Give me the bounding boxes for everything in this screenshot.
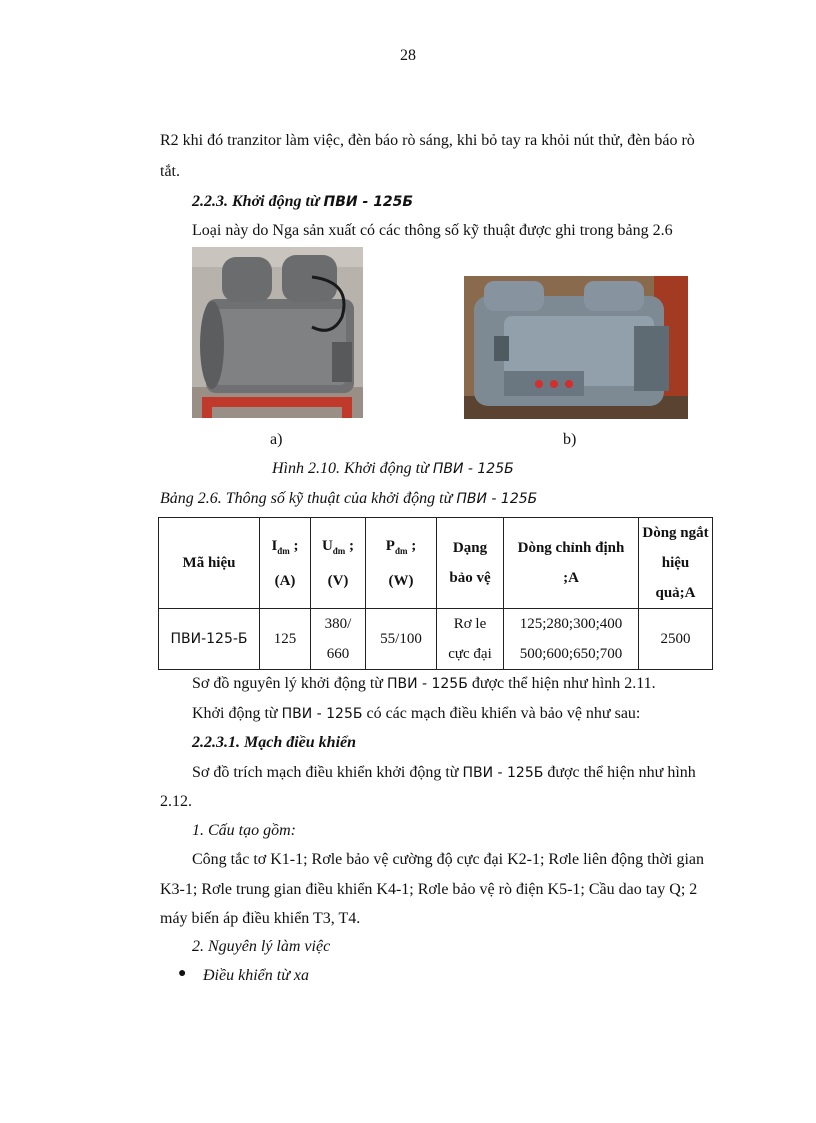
paragraph-line: Sơ đồ trích mạch điều khiển khởi động từ ПВИ - 125Б được thể hiện như hình — [192, 764, 696, 781]
table-caption: Bảng 2.6. Thông số kỹ thuật của khởi động từ ПВИ - 125Б — [160, 490, 538, 507]
section-heading-2-2-3: 2.2.3. Khởi động từ ПВИ - 125Б — [192, 193, 414, 210]
cell-dong-chinh-dinh: 125;280;300;400 500;600;650;700 — [504, 609, 639, 670]
cell-ma-hieu: ПВИ-125-Б — [159, 609, 260, 670]
page-number: 28 — [400, 47, 416, 64]
header-dong-ngat: Dòng ngắt hiệu quả;A — [639, 518, 713, 609]
table-row — [159, 609, 713, 670]
header-pdm: $P_{đm}$ ; (W) — [366, 518, 437, 609]
cell-udm: 380/ 660 — [311, 609, 366, 670]
header-dang-bao-ve: Dạng bảo vệ — [437, 518, 504, 609]
photo-b-starter — [464, 276, 688, 419]
figure-caption: Hình 2.10. Khởi động từ ПВИ - 125Б — [272, 460, 514, 477]
header-idm: $I_{đm}$ ; (A) — [260, 518, 311, 609]
list-item-1: 1. Cấu tạo gồm: — [192, 822, 296, 839]
photo-b-label: b) — [563, 431, 577, 448]
cell-dong-ngat: 2500 — [639, 609, 713, 670]
list-item-2: 2. Nguyên lý làm việc — [192, 938, 331, 955]
cell-pdm: 55/100 — [366, 609, 437, 670]
section-heading-2-2-3-1: 2.2.3.1. Mạch điều khiển — [192, 734, 357, 751]
paragraph-line: K3-1; Rơle trung gian điều khiển K4-1; Rơle bảo vệ rò điện K5-1; Cầu dao tay Q; 2 — [160, 881, 698, 898]
header-udm: $U_{đm}$ ; (V) — [311, 518, 366, 609]
bullet-item: Điều khiển từ xa — [203, 967, 310, 984]
paragraph-line: Công tắc tơ K1-1; Rơle bảo vệ cường độ cực đại K2-1; Rơle liên động thời gian — [192, 851, 704, 868]
photo-a-label: a) — [270, 431, 283, 448]
paragraph-line: Khởi động từ ПВИ - 125Б có các mạch điều khiển và bảo vệ như sau: — [192, 705, 641, 722]
paragraph-line: Loại này do Nga sản xuất có các thông số kỹ thuật được ghi trong bảng 2.6 — [192, 222, 673, 239]
paragraph-line: tắt. — [160, 163, 180, 180]
header-ma-hieu: Mã hiệu — [159, 518, 260, 609]
paragraph-line: Sơ đồ nguyên lý khởi động từ ПВИ - 125Б được thể hiện như hình 2.11. — [192, 675, 656, 692]
header-dong-chinh-dinh: Dòng chỉnh định ;A — [504, 518, 639, 609]
cell-dang-bao-ve: Rơ le cực đại — [437, 609, 504, 670]
table-header-row — [159, 518, 713, 609]
paragraph-line: máy biến áp điều khiển T3, T4. — [160, 910, 361, 927]
photo-a-starter — [192, 247, 363, 418]
bullet-icon: ● — [178, 966, 187, 981]
spec-table — [158, 517, 713, 670]
paragraph-line: R2 khi đó tranzitor làm việc, đèn báo rò sáng, khi bỏ tay ra khỏi nút thử, đèn báo rò — [160, 132, 695, 149]
cell-idm: 125 — [260, 609, 311, 670]
paragraph-line: 2.12. — [160, 793, 192, 810]
